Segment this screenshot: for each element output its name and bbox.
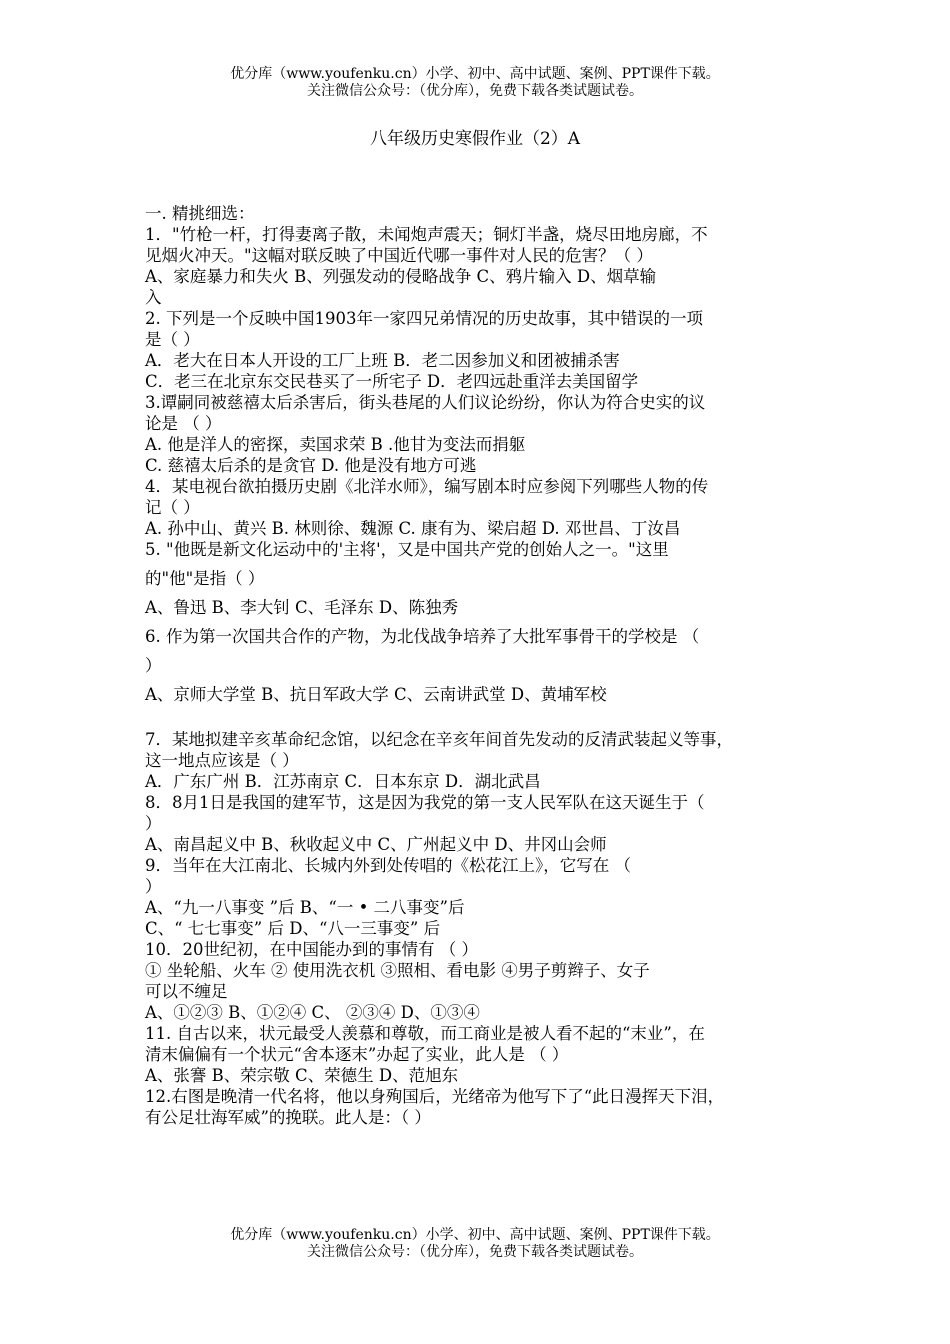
question-9-options-cd: C、“ 七七事变” 后 D、“八一三事变” 后 xyxy=(145,919,441,938)
question-6-options: A、京师大学堂 B、抗日军政大学 C、云南讲武堂 D、黄埔军校 xyxy=(145,685,607,704)
question-10-line-1: 10．20世纪初，在中国能办到的事情有 （ ） xyxy=(145,940,478,959)
section-heading: 一. 精挑细选： xyxy=(145,204,255,223)
question-8-options: A、南昌起义中 B、秋收起义中 C、广州起义中 D、井冈山会师 xyxy=(145,835,607,854)
question-9-options-ab: A、“九一八事变 ”后 B、“一 • 二八事变”后 xyxy=(145,898,465,917)
question-6-line-1: 6. 作为第一次国共合作的产物，为北伐战争培养了大批军事骨干的学校是 （ xyxy=(145,627,700,646)
footer-line-2: 关注微信公众号：（优分库），免费下载各类试题试卷。 xyxy=(307,1244,643,1260)
question-7-line-2: 这一地点应该是（ ） xyxy=(145,751,299,770)
question-1-line-2: 见烟火冲天。"这幅对联反映了中国近代哪一事件对人民的危害？（ ） xyxy=(145,246,653,265)
question-11-options: A、张謇 B、荣宗敬 C、荣德生 D、范旭东 xyxy=(145,1066,459,1085)
question-3-options-cd: C. 慈禧太后杀的是贪官 D. 他是没有地方可逃 xyxy=(145,456,477,475)
question-2-options-cd: C．老三在北京东交民巷买了一所宅子 D．老四远赴重洋去美国留学 xyxy=(145,372,639,391)
footer-line-1: 优分库（www.youfenku.cn）小学、初中、高中试题、案例、PPT课件下载。 xyxy=(230,1227,720,1243)
question-11-line-2: 清末偏偏有一个状元“舍本逐末”办起了实业，此人是 （ ） xyxy=(145,1045,569,1064)
question-4-line-2: 记（ ） xyxy=(145,498,200,517)
question-10-line-2: ① 坐轮船、火车 ② 使用洗衣机 ③照相、看电影 ④男子剪辫子、女子 xyxy=(145,961,650,980)
question-11-line-1: 11. 自古以来，状元最受人羡慕和尊敬，而工商业是被人看不起的“末业”，在 xyxy=(145,1024,705,1043)
question-1-options-wrap: 入 xyxy=(145,288,162,307)
question-3-line-1: 3.谭嗣同被慈禧太后杀害后，街头巷尾的人们议论纷纷，你认为符合史实的议 xyxy=(145,393,706,412)
question-2-line-1: 2. 下列是一个反映中国1903年一家四兄弟情况的历史故事，其中错误的一项 xyxy=(145,309,703,328)
question-12-line-2: 有公足壮海军威”的挽联。此人是：（ ） xyxy=(145,1108,431,1127)
question-9-line-1: 9．当年在大江南北、长城内外到处传唱的《松花江上》，它写在 （ xyxy=(145,856,631,875)
question-5-line-2: 的"他"是指（ ） xyxy=(145,569,265,588)
question-3-options-ab: A. 他是洋人的密探，卖国求荣 B .他甘为变法而捐躯 xyxy=(145,435,526,454)
question-list xyxy=(145,203,817,1128)
question-3-line-2: 论是 （ ） xyxy=(145,414,222,433)
question-2-line-2: 是（ ） xyxy=(145,330,200,349)
question-5-line-1: 5. "他既是新文化运动中的'主将'，又是中国共产党的创始人之一。"这里 xyxy=(145,540,669,559)
header-line-1: 优分库（www.youfenku.cn）小学、初中、高中试题、案例、PPT课件下载。 xyxy=(230,66,720,82)
question-4-options: A. 孙中山、黄兴 B. 林则徐、魏源 C. 康有为、梁启超 D. 邓世昌、丁汝昌 xyxy=(145,519,681,538)
question-7-line-1: 7．某地拟建辛亥革命纪念馆，以纪念在辛亥年间首先发动的反清武装起义等事， xyxy=(145,730,733,749)
question-2-options-ab: A．老大在日本人开设的工厂上班 B．老二因参加义和团被捕杀害 xyxy=(145,351,620,370)
page-header xyxy=(0,66,950,100)
question-9-line-2: ） xyxy=(145,877,162,896)
question-1-options: A、家庭暴力和失火 B、列强发动的侵略战争 C、鸦片输入 D、烟草输 xyxy=(145,267,657,286)
question-6-line-2: ） xyxy=(145,656,162,675)
header-line-2: 关注微信公众号：（优分库），免费下载各类试题试卷。 xyxy=(307,83,643,99)
question-5-options: A、鲁迅 B、李大钊 C、毛泽东 D、陈独秀 xyxy=(145,598,459,617)
page-title: 八年级历史寒假作业（2）A xyxy=(369,129,581,149)
page-footer xyxy=(0,1227,950,1261)
question-7-options: A．广东广州 B．江苏南京 C．日本东京 D．湖北武昌 xyxy=(145,772,541,791)
question-4-line-1: 4．某电视台欲拍摄历史剧《北洋水师》，编写剧本时应参阅下列哪些人物的传 xyxy=(145,477,709,496)
question-12-line-1: 12.右图是晚清一代名将，他以身殉国后，光绪帝为他写下了“此日漫挥天下泪， xyxy=(145,1087,725,1106)
question-1-line-1: 1．"竹枪一杆，打得妻离子散，未闻炮声震天；铜灯半盏，烧尽田地房廊，不 xyxy=(145,225,708,244)
question-8-line-1: 8．8月1日是我国的建军节，这是因为我党的第一支人民军队在这天诞生于（ xyxy=(145,793,705,812)
question-8-line-2: ） xyxy=(145,814,162,833)
question-10-options: A、①②③ B、①②④ C、 ②③④ D、①③④ xyxy=(145,1003,480,1022)
question-10-line-3: 可以不缠足 xyxy=(145,982,228,1001)
